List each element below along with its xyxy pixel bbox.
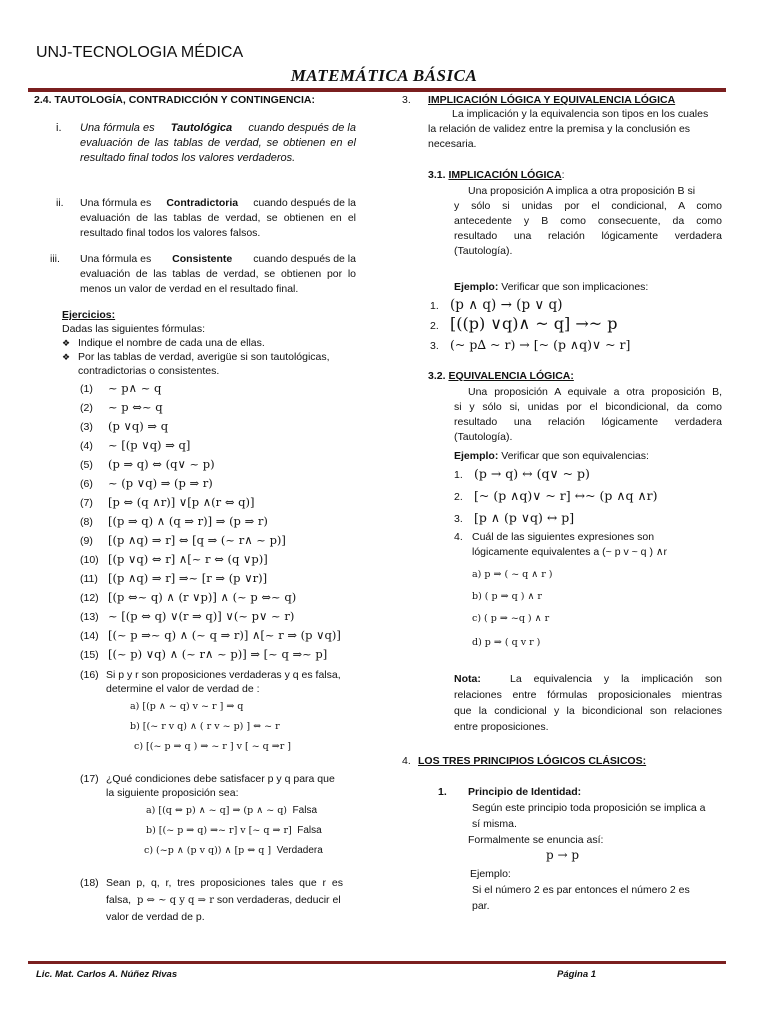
number: 1. xyxy=(430,300,439,312)
bottom-divider xyxy=(28,961,726,964)
nota-block xyxy=(454,671,722,735)
number: 2. xyxy=(430,320,439,332)
section-4-title: LOS TRES PRINCIPIOS LÓGICOS CLÁSICOS: xyxy=(418,755,647,767)
label: Ejemplo: xyxy=(454,281,499,293)
number: 1. xyxy=(454,469,463,481)
principle-1-example-line-2: par. xyxy=(472,900,490,912)
nota-label: Nota: xyxy=(454,673,481,685)
formula-item xyxy=(80,436,190,454)
formula-item xyxy=(80,588,296,606)
ex17-c xyxy=(144,845,323,856)
formula-expression: [(p ⇔~ q) ∧ (r ∨p)] ∧ (~ p ⇔~ q) xyxy=(108,590,297,604)
section-3-1-heading xyxy=(428,169,565,181)
text: resultado una relación lógicamente verdadera xyxy=(454,416,722,428)
formula: (~ p∆ ~ r) → [~ (p ∧q)∨ ~ r] xyxy=(450,337,631,352)
section-3-2-heading xyxy=(428,370,574,382)
ex17-number: (17) xyxy=(80,773,99,785)
formula-expression: ~ (p ∨q) ⇒ (p ⇒ r) xyxy=(108,476,213,490)
equiv-item-1 xyxy=(454,465,590,483)
text: que la condicional y la bicondicional son relaciones xyxy=(454,705,722,717)
ex18-line-2 xyxy=(106,894,341,906)
ex17-b xyxy=(146,825,322,836)
equiv-item-2 xyxy=(454,487,658,505)
formula-item xyxy=(80,474,213,492)
formula: (p → q) ↔ (q∨ ~ p) xyxy=(474,466,590,481)
principle-1-line-3: Formalmente se enuncia así: xyxy=(468,834,604,846)
equiv-q4-a: a) p ⇒ ( ~ q ∧ r ) xyxy=(472,569,553,580)
number: 3. xyxy=(430,340,439,352)
ejercicios-bullet-1 xyxy=(62,337,265,349)
principle-1-title: Principio de Identidad: xyxy=(468,786,582,798)
text: Verificar que son equivalencias: xyxy=(501,450,649,462)
formula-item xyxy=(80,550,268,568)
formula-expression: [(~ p) ∨q) ∧ (~ r∧ ~ p)] ⇒ [~ q ⇒~ p] xyxy=(108,647,328,661)
formula-expression: ~ p ⇔~ q xyxy=(108,400,163,414)
formula: p ⇔ ~ q y q ⇒ r xyxy=(136,895,214,906)
formula-expression: [(p ∨q) ⇔ r] ∧[~ r ⇔ (q ∨p)] xyxy=(108,552,268,566)
marker: ii. xyxy=(56,197,64,209)
formula-number: (6) xyxy=(80,478,93,490)
text: son verdaderas, deducir el xyxy=(216,894,341,906)
section-3-line-3: necesaria. xyxy=(428,138,477,150)
formula-expression: ~ [(p ∨q) ⇒ q] xyxy=(108,438,191,452)
text: La equivalencia y la implicación son xyxy=(510,673,722,685)
formula-number: (10) xyxy=(80,554,99,566)
ejercicios-intro: Dadas las siguientes fórmulas: xyxy=(62,323,205,335)
colon: : xyxy=(561,169,565,181)
formula-number: (5) xyxy=(80,459,93,471)
term-tautologica: Tautológica xyxy=(170,122,233,134)
impl-item-3 xyxy=(430,336,630,354)
text: Una fórmula es xyxy=(80,253,152,265)
formula: (p ∧ q) → (p ∨ q) xyxy=(450,297,563,313)
formula-expression: ~ [(p ⇔ q) ∨(r ⇒ q)] ∨(~ p∨ ~ r) xyxy=(108,609,295,623)
formula: c) (~p ∧ (p v q)) ∧ [p ⇔ q ] xyxy=(144,845,272,856)
formula: [((p) ∨q)∧ ~ q] →~ p xyxy=(450,314,618,333)
formula-expression: (p ⇒ q) ⇔ (q∨ ~ p) xyxy=(108,457,215,471)
text: resultado final todos los valores falsos. xyxy=(80,227,261,239)
ex16-line-2: determine el valor de verdad de : xyxy=(106,683,260,695)
number: 3. xyxy=(454,513,463,525)
section-3-2-example xyxy=(454,450,649,462)
number: 2. xyxy=(454,491,463,503)
formula-item xyxy=(80,379,161,397)
formula-number: (8) xyxy=(80,516,93,528)
formula-number: (15) xyxy=(80,649,99,661)
text: Sean p, q, r, tres proposiciones tales que r es xyxy=(106,877,343,889)
truth-value: Falsa xyxy=(297,825,322,836)
text: resultado una relación lógicamente verdadera xyxy=(454,230,722,242)
formula-item xyxy=(80,493,254,511)
text: Verificar que son implicaciones: xyxy=(501,281,649,293)
ejercicios-heading: Ejercicios: xyxy=(62,309,116,321)
formula-expression: [(~ p ⇒~ q) ∧ (~ q ⇒ r)] ∧[~ r ⇒ (p ∨q)] xyxy=(108,628,341,642)
text: Por las tablas de verdad, averigüe si son tautológicas, xyxy=(78,351,330,363)
ex18-line-3: valor de verdad de p. xyxy=(106,911,205,923)
formula-item xyxy=(80,455,215,473)
text: y sólo si unidas por el condicional, A como xyxy=(454,200,722,212)
formula: a) [(q ⇔ p) ∧ ~ q] ⇒ (p ∧ ~ q) xyxy=(146,805,287,816)
formula-number: (9) xyxy=(80,535,93,547)
formula: [p ∧ (p ∨q) ↔ p] xyxy=(474,510,575,525)
formula-number: (14) xyxy=(80,630,99,642)
text: (Tautología). xyxy=(454,245,513,257)
formula-number: (7) xyxy=(80,497,93,509)
top-divider xyxy=(28,88,726,92)
formula-number: (1) xyxy=(80,383,93,395)
section-3-1-body xyxy=(454,184,722,259)
formula-expression: ~ p∧ ~ q xyxy=(108,381,162,395)
ex16-line-1: Si p y r son proposiciones verdaderas y q es falsa, xyxy=(106,669,341,681)
text: Una proposición A implica a otra proposición B si xyxy=(468,185,696,197)
text: Una proposición A equivale a otra proposición B, xyxy=(468,386,722,398)
equiv-q4-line-2: lógicamente equivalentes a (~ p v ~ q ) ∧r xyxy=(472,546,668,558)
ex18-line-1 xyxy=(106,877,356,889)
text: Una fórmula es xyxy=(80,122,155,134)
text: evaluación de las tablas de verdad, se obtienen en el xyxy=(80,137,356,149)
ex18-number: (18) xyxy=(80,877,99,889)
equiv-item-3 xyxy=(454,509,574,527)
ex16-c: c) [(~ p ⇒ q ) ⇒ ~ r ] v [ ~ q ⇒r ] xyxy=(134,741,292,752)
formula-item xyxy=(80,645,327,663)
term-consistente: Consistente xyxy=(172,253,233,265)
principle-1-example-label: Ejemplo: xyxy=(470,868,511,880)
section-3-2-body xyxy=(454,385,722,445)
section-3-number: 3. xyxy=(402,94,411,106)
text: entre proposiciones. xyxy=(454,721,549,733)
principle-1-formula: p → p xyxy=(546,848,580,862)
principle-1-number: 1. xyxy=(438,786,447,798)
text: Si el número 2 es par entonces el número 2 es xyxy=(472,884,690,896)
formula-item xyxy=(80,607,294,625)
formula-expression: [(p ∧q) ⇒ r] ⇒~ [r ⇒ (p ∨r)] xyxy=(108,571,268,585)
equiv-q4-number: 4. xyxy=(454,531,463,543)
equiv-q4-line-1 xyxy=(472,531,722,543)
formula-number: (13) xyxy=(80,611,99,623)
title: IMPLICACIÓN LÓGICA xyxy=(448,169,562,181)
text: Indique el nombre de cada una de ellas. xyxy=(78,337,265,349)
text: evaluación de las tablas de verdad, se obtienen por lo xyxy=(80,268,356,280)
formula-item xyxy=(80,626,341,644)
formula-expression: [p ⇔ (q ∧r)] ∨[p ∧(r ⇔ q)] xyxy=(108,495,255,509)
section-3-1-example xyxy=(454,281,648,293)
text: Cuál de las siguientes expresiones son xyxy=(472,531,655,543)
truth-value: Falsa xyxy=(292,805,317,816)
term-contradictoria: Contradictoria xyxy=(166,197,239,209)
page-title: MATEMÁTICA BÁSICA xyxy=(290,66,478,85)
truth-value: Verdadera xyxy=(276,845,323,856)
formula-item xyxy=(80,417,168,435)
text: (Tautología). xyxy=(454,431,513,443)
impl-item-2 xyxy=(430,314,618,334)
text: cuando después de la xyxy=(253,197,356,209)
text: Una fórmula es xyxy=(80,197,152,209)
section-3-line-1: La implicación y la equivalencia son tipos en los cuales xyxy=(452,108,709,120)
formula-number: (2) xyxy=(80,402,93,414)
text: antecedente y B como consecuente, da como xyxy=(454,215,722,227)
text: resultado final todos los valores verdaderos. xyxy=(80,152,296,164)
ex16-a: a) [(p ∧ ~ q) v ~ r ] ⇒ q xyxy=(130,701,244,712)
footer-author: Lic. Mat. Carlos A. Núñez Rivas xyxy=(36,969,178,980)
footer-page-number: Página 1 xyxy=(557,969,597,980)
principle-1-line-2: sí misma. xyxy=(472,818,517,830)
formula-item xyxy=(80,512,268,530)
ex17-a xyxy=(146,805,317,816)
ex16-number: (16) xyxy=(80,669,99,681)
text: cuando después de la xyxy=(248,122,356,134)
marker: i. xyxy=(56,122,62,134)
diamond-bullet-icon: ❖ xyxy=(62,338,71,348)
text: menos un valor de verdad en el resultado final. xyxy=(80,283,299,295)
formula: [~ (p ∧q)∨ ~ r] ↔~ (p ∧q ∧r) xyxy=(474,488,658,503)
equiv-q4-c: c) ( p ⇒ ~q ) ∧ r xyxy=(472,613,550,624)
impl-item-1 xyxy=(430,296,562,314)
principle-1-line-1: Según este principio toda proposición se implica a xyxy=(472,802,706,814)
formula-number: (4) xyxy=(80,440,93,452)
section-3-title: IMPLICACIÓN LÓGICA Y EQUIVALENCIA LÓGICA xyxy=(428,94,676,106)
principle-1-example-line-1 xyxy=(472,884,722,896)
text: si y sólo si, unidas por el bicondicional, da como xyxy=(454,401,722,413)
formula-item xyxy=(80,398,163,416)
header-institution: UNJ-TECNOLOGIA MÉDICA xyxy=(36,44,244,61)
formula-item xyxy=(80,531,286,549)
text: falsa, xyxy=(106,894,132,906)
ejercicios-bullet-2 xyxy=(62,351,330,363)
marker: iii. xyxy=(50,253,60,265)
ejercicios-bullet-2-cont: contradictorias o consistentes. xyxy=(78,365,220,377)
equiv-q4-d: d) p ⇒ ( q v r ) xyxy=(472,637,541,648)
formula-expression: [(p ⇒ q) ∧ (q ⇒ r)] ⇒ (p ⇒ r) xyxy=(108,514,268,528)
formula-item xyxy=(80,569,267,587)
formula-number: (12) xyxy=(80,592,99,604)
ex17-line-2: la siguiente proposición sea: xyxy=(106,787,239,799)
formula: b) [(~ p ⇒ q) ⇒~ r] v [~ q ⇒ r] xyxy=(146,825,292,836)
text: evaluación de las tablas de verdad, se obtienen en el xyxy=(80,212,356,224)
equiv-q4-b: b) ( p ⇒ q ) ∧ r xyxy=(472,591,542,602)
number: 3.2. xyxy=(428,370,446,382)
number: 3.1. xyxy=(428,169,446,181)
ex17-line-1: ¿Qué condiciones debe satisfacer p y q para que xyxy=(106,773,335,785)
title: EQUIVALENCIA LÓGICA: xyxy=(448,370,574,382)
diamond-bullet-icon: ❖ xyxy=(62,352,71,362)
section-3-line-2: la relación de validez entre la premisa y la conclusión es xyxy=(428,123,691,135)
formula-number: (3) xyxy=(80,421,93,433)
formula-expression: [(p ∧q) ⇒ r] ⇔ [q ⇒ (~ r∧ ~ p)] xyxy=(108,533,286,547)
text: relaciones entre fórmulas proposicionales mientras xyxy=(454,689,722,701)
section-4-number: 4. xyxy=(402,755,411,767)
formula-expression: (p ∨q) ⇒ q xyxy=(108,419,169,433)
label: Ejemplo: xyxy=(454,450,499,462)
text: cuando después de la xyxy=(253,253,356,265)
section-2-4-title: 2.4. TAUTOLOGÍA, CONTRADICCIÓN Y CONTINGENCIA: xyxy=(34,94,315,106)
formula-number: (11) xyxy=(80,573,98,585)
ex16-b: b) [(~ r v q) ∧ ( r v ~ p) ] ⇔ ~ r xyxy=(130,721,280,732)
